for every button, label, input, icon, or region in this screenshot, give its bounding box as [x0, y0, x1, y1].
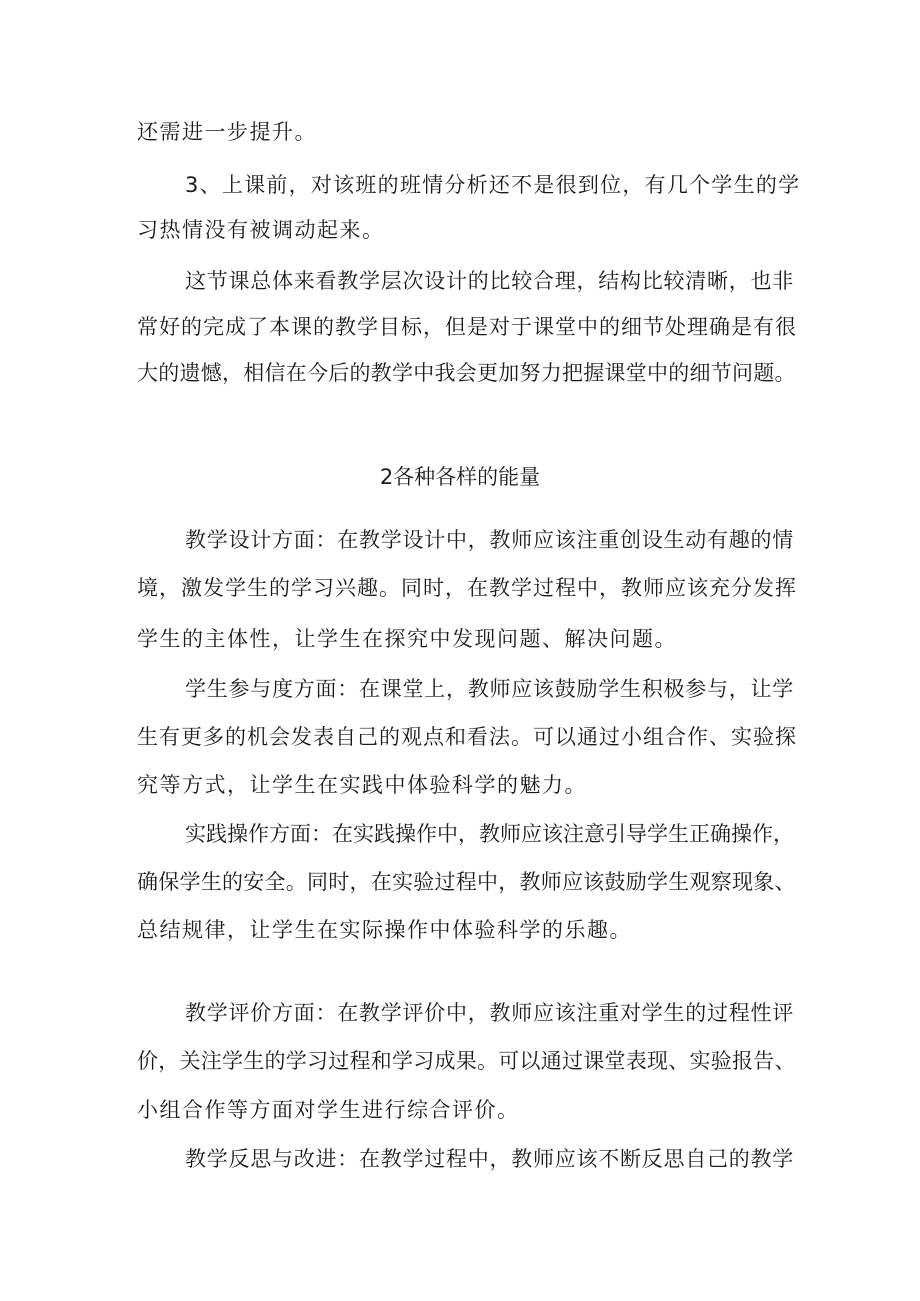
text-line: 价，关注学生的学习过程和学习成果。可以通过课堂表现、实验报告、 — [137, 1049, 796, 1073]
text-line: 常好的完成了本课的教学目标，但是对于课堂中的细节处理确是有很 — [137, 315, 797, 339]
text-line: 这节课总体来看教学层次设计的比较合理，结构比较清晰，也非 — [185, 269, 794, 293]
text-line: 实践操作方面：在实践操作中，教师应该注意引导学生正确操作， — [185, 822, 794, 846]
text-line: 学生参与度方面：在课堂上，教师应该鼓励学生积极参与，让学 — [185, 677, 794, 701]
text-line: 确保学生的安全。同时，在实验过程中，教师应该鼓励学生观察现象、 — [137, 870, 796, 894]
text-line: 究等方式，让学生在实践中体验科学的魅力。 — [137, 773, 587, 797]
text-line: 小组合作等方面对学生进行综合评价。 — [137, 1098, 520, 1122]
text-line: 大的遗憾，相信在今后的教学中我会更加努力把握课堂中的细节问题。 — [137, 361, 796, 385]
section-title: 2各种各样的能量 — [379, 465, 541, 489]
text-line: 习热情没有被调动起来。 — [137, 218, 385, 242]
text-line: 3、上课前，对该班的班情分析还不是很到位，有几个学生的学 — [185, 173, 801, 197]
text-line: 境，激发学生的学习兴趣。同时，在教学过程中，教师应该充分发挥 — [137, 576, 797, 600]
text-line: 学生的主体性，让学生在探究中发现问题、解决问题。 — [137, 627, 677, 651]
text-line: 还需进一步提升。 — [137, 120, 317, 144]
text-line: 教学反思与改进：在教学过程中，教师应该不断反思自己的教学 — [185, 1147, 794, 1171]
text-line: 生有更多的机会发表自己的观点和看法。可以通过小组合作、实验探 — [137, 725, 797, 749]
text-line: 教学设计方面：在教学设计中，教师应该注重创设生动有趣的情 — [185, 528, 794, 552]
text-line: 总结规律，让学生在实际操作中体验科学的乐趣。 — [137, 918, 632, 942]
text-line: 教学评价方面：在教学评价中，教师应该注重对学生的过程性评 — [185, 1001, 794, 1025]
